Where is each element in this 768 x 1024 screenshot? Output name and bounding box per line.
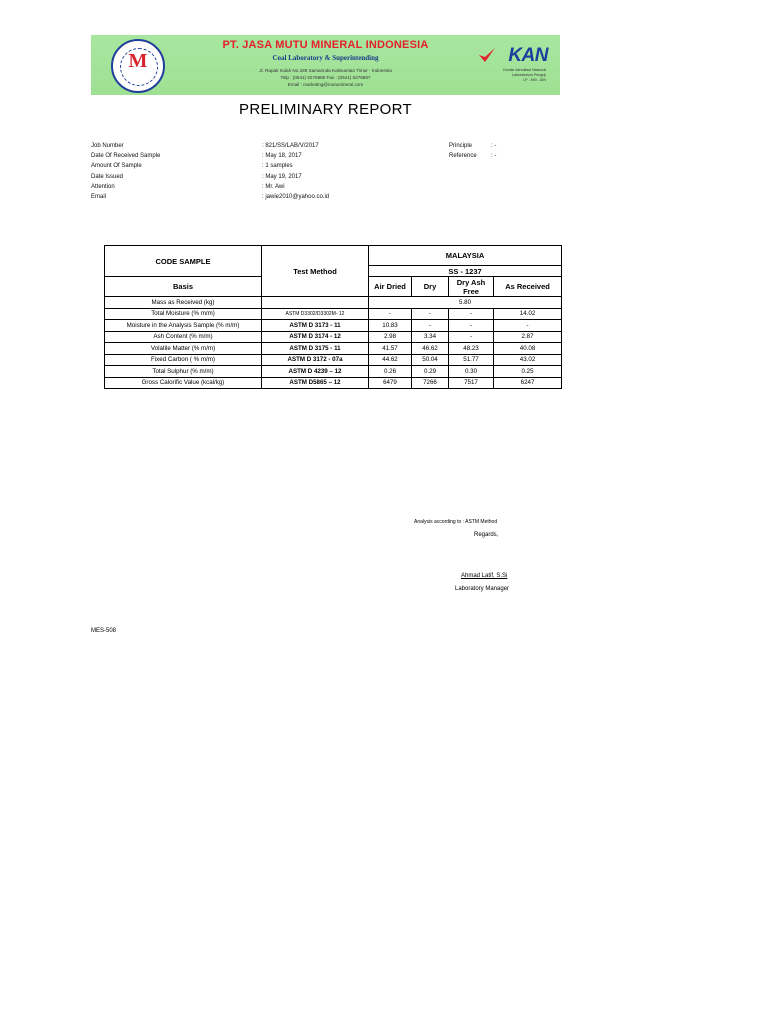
table-row	[105, 366, 562, 378]
dry-cell: 50.04	[412, 354, 449, 366]
as-received-cell: 40.08	[494, 343, 562, 355]
kan-line-1: Komite Akreditasi Nasional	[503, 68, 546, 72]
info-values	[262, 141, 329, 202]
dry-cell: -	[412, 320, 449, 332]
info-label: Amount Of Sample	[91, 163, 142, 170]
table-row	[105, 331, 562, 343]
results-table	[104, 245, 562, 389]
mass-value: 5.80	[369, 297, 562, 309]
col-air-dried: Air Dried	[369, 277, 412, 297]
row-label: Volatile Matter (% m/m)	[105, 343, 262, 355]
air-dried-cell: 41.57	[369, 343, 412, 355]
as-received-cell: 14.02	[494, 308, 562, 320]
letterhead-band	[91, 35, 560, 95]
company-email: Email : marketing@mutumineral.com	[287, 82, 364, 87]
signatory-title: Laboratory Manager	[455, 586, 510, 592]
kan-line-2: Laboratorium Penguji	[511, 73, 546, 77]
dry-cell: 3.34	[412, 331, 449, 343]
row-method	[262, 297, 369, 309]
job-number-value: : 821/SS/LAB/V/2017	[262, 143, 319, 149]
info-label: Attention	[91, 183, 115, 190]
info-labels	[91, 141, 160, 202]
air-dried-cell: 0.26	[369, 366, 412, 378]
table-row	[105, 343, 562, 355]
row-label: Fixed Carbon ( % m/m)	[105, 354, 262, 366]
row-label: Ash Content (% m/m)	[105, 331, 262, 343]
daf-cell: 7517	[449, 377, 494, 389]
daf-cell: 0.30	[449, 366, 494, 378]
air-dried-cell: 44.62	[369, 354, 412, 366]
email-value: : jawie2010@yahoo.co.id	[262, 194, 330, 201]
row-label: Total Moisture (% m/m)	[105, 308, 262, 320]
info-label: Email	[91, 194, 107, 201]
document-code: MES-508	[91, 628, 117, 634]
row-label: Total Sulphur (% m/m)	[105, 366, 262, 378]
col-dry-ash-free: Dry Ash Free	[449, 277, 494, 297]
as-received-cell: 2.87	[494, 331, 562, 343]
as-received-cell: -	[494, 320, 562, 332]
row-label: Moisture in the Analysis Sample (% m/m)	[105, 320, 262, 332]
info-label: Date Issued	[91, 173, 124, 180]
attention-value: : Mr. Awi	[262, 183, 285, 190]
row-label: Gross Calorific Value (kcal/kg)	[105, 377, 262, 389]
col-dry: Dry	[412, 277, 449, 297]
row-method: ASTM D 3175 - 11	[262, 343, 369, 355]
company-division: Coal Laboratory & Superintending	[272, 54, 379, 62]
kan-check-icon	[478, 47, 496, 65]
basis-header: Basis	[105, 277, 262, 297]
info-right-values	[491, 141, 496, 161]
kan-logo-text: KAN	[508, 45, 548, 66]
dry-cell: -	[412, 308, 449, 320]
as-received-cell: 0.25	[494, 366, 562, 378]
daf-cell: -	[449, 320, 494, 332]
air-dried-cell: 10.83	[369, 320, 412, 332]
table-row	[105, 354, 562, 366]
row-method: ASTM D 3173 - 11	[262, 320, 369, 332]
as-received-cell: 6247	[494, 377, 562, 389]
test-method-header: Test Method	[262, 246, 369, 297]
seal-letter: M	[128, 50, 148, 72]
row-method: ASTM D5865 – 12	[262, 377, 369, 389]
sample-id-header: SS - 1237	[369, 266, 562, 277]
code-sample-header: CODE SAMPLE	[105, 246, 262, 277]
daf-cell: 48.23	[449, 343, 494, 355]
dry-cell: 7266	[412, 377, 449, 389]
table-row	[105, 320, 562, 332]
air-dried-cell: 6479	[369, 377, 412, 389]
sample-amount-value: : 1 samples	[262, 163, 293, 170]
reference-label: Reference	[449, 153, 477, 160]
air-dried-cell: -	[369, 308, 412, 320]
daf-cell: -	[449, 308, 494, 320]
daf-cell: -	[449, 331, 494, 343]
issued-date-value: : May 19, 2017	[262, 173, 302, 180]
table-row	[105, 308, 562, 320]
origin-header: MALAYSIA	[369, 246, 562, 266]
row-method: ASTM D3302/D3302M- 12	[262, 308, 369, 320]
table-row	[105, 377, 562, 389]
dry-cell: 0.29	[412, 366, 449, 378]
company-address: Jl. Rapak Indah No.189 Samarinda Kalimantan Timur - Indonesia	[259, 68, 392, 73]
received-date-value: : May 18, 2017	[262, 153, 302, 160]
dry-cell: 46.62	[412, 343, 449, 355]
report-title: PRELIMINARY REPORT	[239, 101, 412, 118]
row-method: ASTM D 3174 - 12	[262, 331, 369, 343]
regards-text: Regards,	[474, 532, 499, 538]
principle-label: Principle	[449, 143, 473, 149]
signatory-name: Ahmad Latif, S.Si	[461, 573, 508, 579]
as-received-cell: 43.02	[494, 354, 562, 366]
col-as-received: As Received	[494, 277, 562, 297]
kan-accreditation-logo	[478, 45, 548, 89]
table-row	[105, 297, 562, 309]
kan-line-3: LP - 949 - IDN	[523, 78, 546, 82]
info-label: Job Number	[91, 143, 124, 149]
analysis-method-note: Analysis according to : ASTM Method	[414, 519, 498, 525]
info-right-labels	[449, 141, 477, 161]
daf-cell: 51.77	[449, 354, 494, 366]
reference-value: : -	[491, 153, 497, 160]
company-phone: Telp : (0541) 6276886 Fax : (0541) 6276887	[280, 75, 371, 80]
row-method: ASTM D 3172 - 07a	[262, 354, 369, 366]
row-label: Mass as Received (kg)	[105, 297, 262, 309]
air-dried-cell: 2.98	[369, 331, 412, 343]
row-method: ASTM D 4239 – 12	[262, 366, 369, 378]
principle-value: : -	[491, 143, 497, 149]
info-label: Date Of Received Sample	[91, 153, 161, 160]
company-name: PT. JASA MUTU MINERAL INDONESIA	[222, 39, 429, 51]
